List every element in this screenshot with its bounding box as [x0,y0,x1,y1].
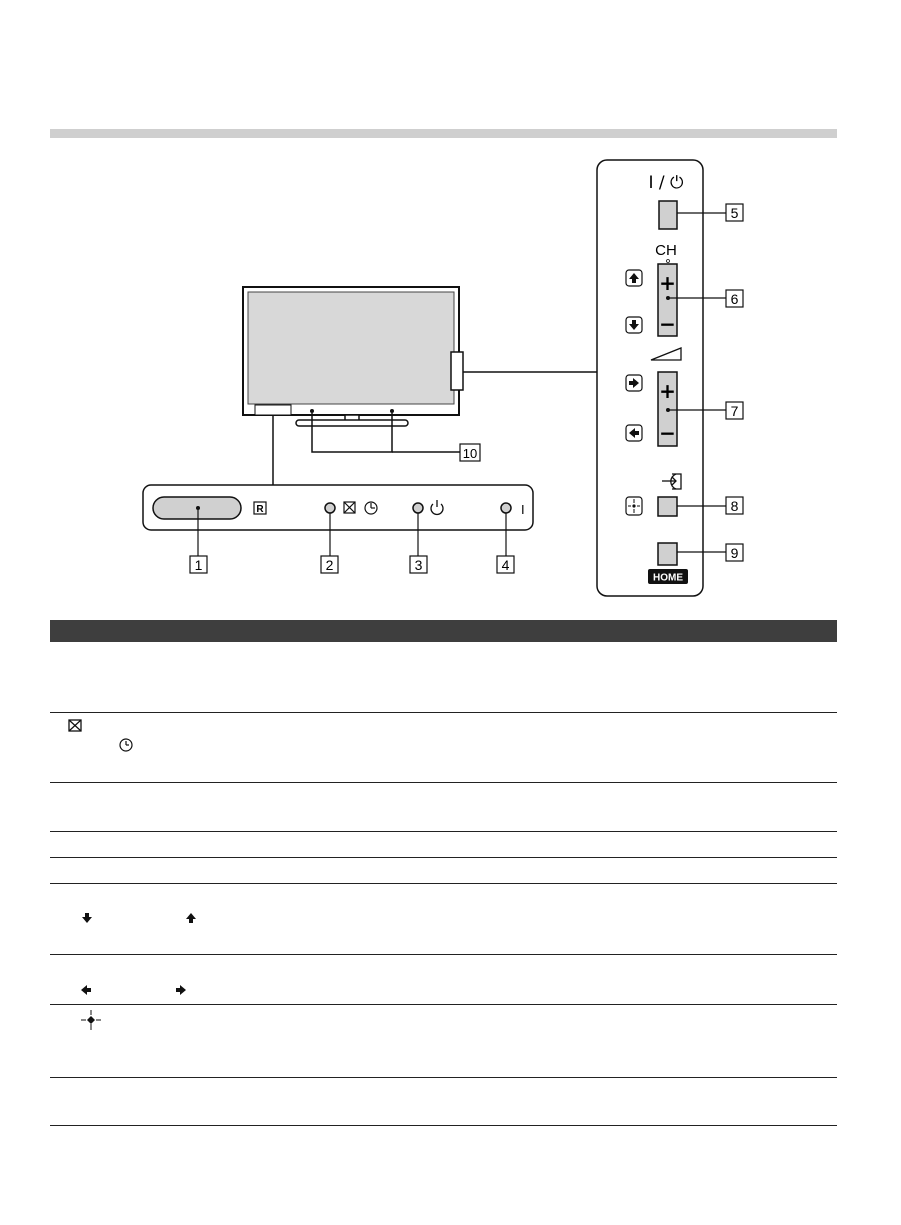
led-power [501,503,511,513]
table-header-bar [50,620,837,642]
tv-front-panel-highlight [255,405,291,415]
side-input-button [658,497,677,516]
ch-minus: − [659,312,676,336]
side-power-button [659,201,677,229]
side-panel-outline [597,160,703,596]
callout-8: 8 [730,498,739,514]
callout-5: 5 [730,205,739,221]
row-divider [50,883,837,884]
tv-speaker-dot-left [310,409,314,413]
callout-3: 3 [414,557,423,573]
remote-sensor-dot [196,506,200,510]
row-divider [50,857,837,858]
power-label: I / ⏻ [648,173,684,193]
row-divider [50,782,837,783]
callout-2: 2 [325,557,334,573]
callout-10: 10 [462,446,478,461]
picture-off-icon [68,719,82,732]
front-panel [143,485,533,556]
row-divider [50,712,837,713]
callout-6: 6 [730,291,739,307]
tv-speaker-dot-right [390,409,394,413]
led-picture-off-timer [325,503,335,513]
side-home-button [658,543,677,565]
volume-plus: + [659,379,676,403]
arrow-left-icon [80,985,92,995]
tv-screen [248,292,454,404]
ch-plus: + [659,271,676,295]
side-panel [597,160,726,596]
callout-7: 7 [730,403,739,419]
arrow-right-icon [175,985,187,995]
led-standby [413,503,423,513]
callout-4: 4 [501,557,510,573]
enter-crosshair-icon [80,1009,102,1031]
sensor-badge: R [256,504,264,515]
row-divider [50,954,837,955]
tv-illustration [243,287,463,426]
callout-9: 9 [730,545,739,561]
ch-rocker-dot [666,296,670,300]
arrow-down-icon [82,912,92,924]
ch-label: CH [655,242,677,259]
enter-center-dot [632,504,635,507]
callout-1: 1 [194,557,203,573]
volume-minus: − [659,421,676,445]
row-divider [50,831,837,832]
row-divider [50,1125,837,1126]
timer-icon [119,738,133,752]
row-divider [50,1077,837,1078]
arrow-up-icon [186,912,196,924]
home-label: HOME [653,572,683,584]
row-divider [50,1004,837,1005]
tv-side-panel-highlight [451,352,463,390]
volume-rocker-dot [666,408,670,412]
led-power-label: I [521,502,525,517]
tv-stand-base [296,420,408,426]
